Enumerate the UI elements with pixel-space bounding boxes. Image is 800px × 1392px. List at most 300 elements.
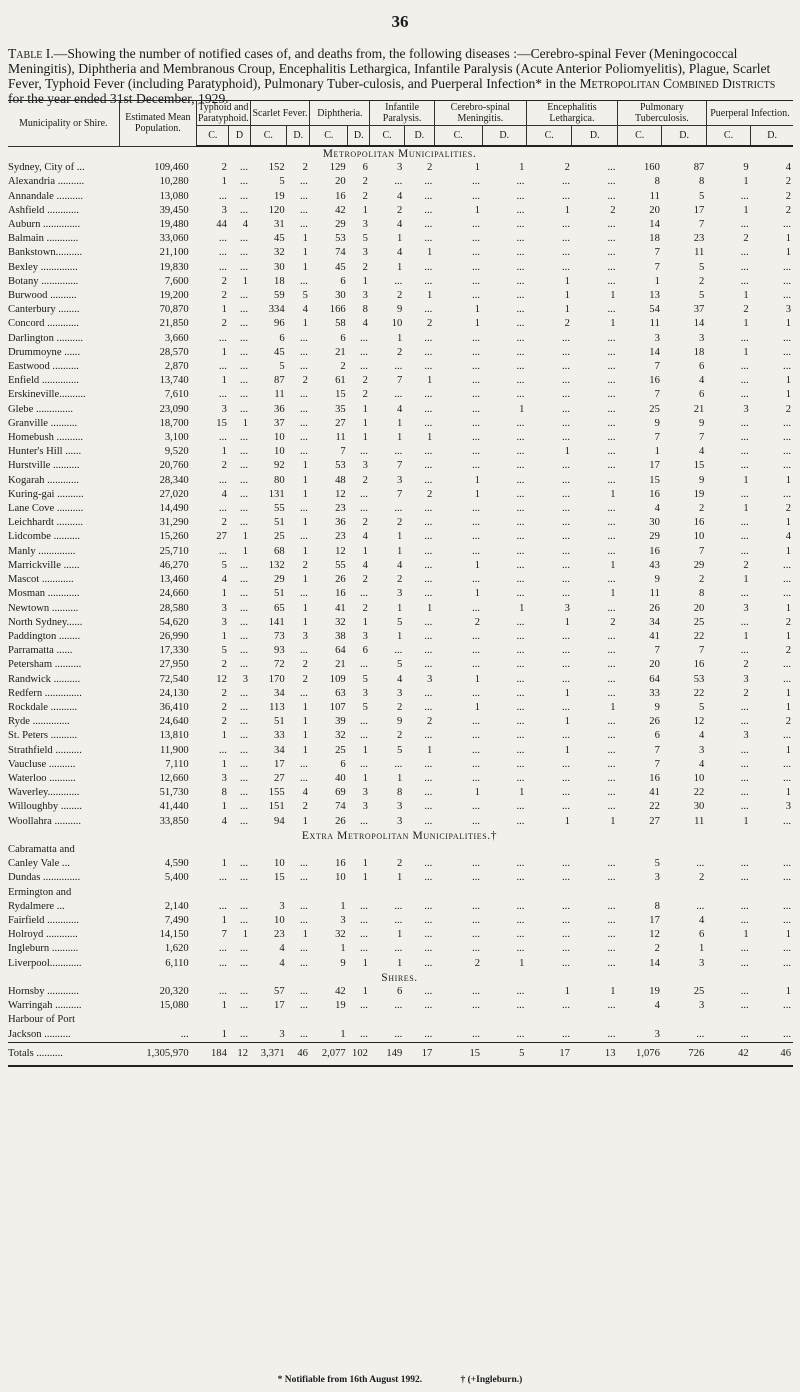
metropolitan-row [8,488,793,502]
cases-cell: 9 [397,716,403,728]
deaths-cell: ... [516,531,525,543]
deaths-cell: ... [240,176,248,188]
municipality-name: Canterbury ........ [8,304,80,316]
deaths-cell: ... [240,914,248,926]
cases-cell: ... [562,730,570,742]
cases-cell: 5 [397,744,403,756]
deaths-cell: ... [240,943,248,955]
cases-cell: 40 [335,772,346,784]
total-cell: 3,371 [250,1042,287,1066]
municipality-name: Liverpool............ [8,957,82,969]
municipality-name: Canley Vale ... [8,858,70,870]
cases-cell: ... [218,332,227,344]
cases-cell: ... [394,943,403,955]
cases-cell: ... [740,446,749,458]
deaths-cell: 4 [699,758,705,770]
cases-cell: ... [740,275,749,287]
metropolitan-row [8,332,793,346]
cases-cell: ... [394,446,403,458]
population-cell [119,843,197,857]
cases-cell: 2 [397,701,403,713]
deaths-cell: ... [424,219,433,231]
deaths-cell: ... [783,275,791,287]
deaths-cell: ... [516,943,525,955]
deaths-cell: ... [300,588,308,600]
deaths-cell: 1 [519,957,525,969]
cases-cell: 3 [397,474,403,486]
cases-cell: 1 [340,900,346,912]
deaths-cell: 5 [362,673,368,685]
deaths-cell: ... [516,261,525,273]
deaths-cell: 7 [699,645,705,657]
cases-cell: 6 [654,730,660,742]
deaths-cell: ... [240,588,248,600]
deaths-cell: ... [240,716,248,728]
metropolitan-row [8,729,793,743]
municipality-name: Redfern .............. [8,687,82,699]
deaths-cell: 2 [785,176,791,188]
cases-cell: 48 [335,474,346,486]
cases-cell: ... [562,758,570,770]
metropolitan-row [8,573,793,587]
deaths-cell: 1 [610,559,616,571]
deaths-cell: ... [240,772,248,784]
cases-cell: 16 [649,772,660,784]
cases-cell: ... [562,588,570,600]
deaths-cell: ... [424,929,433,941]
metropolitan-row [8,545,793,559]
deaths-cell: 1 [302,701,308,713]
cases-cell: ... [562,872,570,884]
cases-cell: ... [562,219,570,231]
cases-cell: ... [562,531,570,543]
cases-cell: 51 [274,588,285,600]
cases-cell: ... [394,361,403,373]
cases-cell [370,886,404,900]
metropolitan-row [8,673,793,687]
cases-cell: 2 [474,616,481,628]
deaths-cell: ... [516,730,525,742]
cases-cell: 1 [221,1028,227,1040]
deaths-cell: ... [300,900,308,912]
deaths-cell: 4 [242,219,248,231]
deaths-cell: ... [300,275,308,287]
cases-cell: 3 [221,403,227,415]
cases-subheader: C. [370,126,404,147]
deaths-cell: ... [607,574,616,586]
deaths-cell: 1 [362,432,368,444]
deaths-cell: ... [516,574,525,586]
caption-year: for the year ended 31st December, 1929. [8,91,229,106]
metropolitan-row [8,218,793,232]
cases-cell: 69 [335,787,346,799]
deaths-cell: 2 [785,190,791,202]
cases-cell: 58 [335,318,346,330]
cases-cell: ... [472,772,481,784]
deaths-cell: ... [516,815,525,827]
metropolitan-row [8,275,793,289]
cases-cell: ... [562,503,570,515]
cases-cell: 8 [654,900,660,912]
cases-cell: 1 [221,346,227,358]
deaths-cell: ... [783,730,791,742]
cases-cell: 30 [274,261,285,273]
deaths-cell: 17 [693,204,705,216]
cases-cell: ... [562,545,570,557]
deaths-cell: ... [696,858,705,870]
deaths-cell: 3 [699,1000,705,1012]
deaths-cell: ... [516,929,525,941]
cases-cell: ... [394,1000,403,1012]
deaths-cell: ... [516,361,525,373]
deaths-cell: ... [696,900,705,912]
deaths-cell: ... [240,403,248,415]
cases-cell: 41 [649,630,660,642]
cases-cell: 9 [743,162,749,174]
deaths-cell: ... [607,929,616,941]
cases-cell: 1 [474,474,481,486]
deaths-cell: 1 [362,957,368,969]
deaths-cell: 4 [302,787,308,799]
cases-cell: 17 [649,914,660,926]
deaths-subheader: D [229,126,250,147]
deaths-cell: ... [240,645,248,657]
population-cell: 10,280 [159,176,189,188]
cases-cell: 4 [397,559,403,571]
cases-cell: 5 [279,361,285,373]
deaths-cell: ... [424,361,433,373]
cases-cell: 74 [335,801,346,813]
deaths-cell: 1 [302,460,308,472]
deaths-cell: ... [607,389,616,401]
deaths-cell [229,843,250,857]
cases-cell: 2 [221,659,227,671]
deaths-cell: 1 [362,772,368,784]
cases-cell: ... [740,914,749,926]
deaths-cell: ... [516,985,525,997]
cases-cell: ... [394,176,403,188]
extra-metropolitan-row [8,914,793,928]
deaths-cell: 1 [785,517,791,529]
cases-cell: 5 [397,616,403,628]
deaths-cell: ... [240,985,248,997]
deaths-cell: ... [424,304,433,316]
cases-cell: 2 [743,559,749,571]
cases-cell: ... [218,361,227,373]
deaths-cell: 1 [302,730,308,742]
cases-cell: 26 [335,815,346,827]
deaths-cell: ... [607,261,616,273]
deaths-cell: 1 [427,247,433,259]
deaths-cell: ... [516,503,525,515]
cases-cell: 1 [221,304,227,316]
cases-cell: 1 [654,446,660,458]
cases-cell: ... [562,630,570,642]
deaths-cell: ... [240,460,248,472]
cases-cell: 1 [397,630,403,642]
deaths-cell: ... [240,488,248,500]
deaths-cell: 3 [699,744,705,756]
cases-cell: 109 [329,673,346,685]
deaths-cell: 1 [362,616,368,628]
municipality-name: Rockdale .......... [8,701,78,713]
cases-cell: ... [740,716,749,728]
deaths-cell: ... [300,446,308,458]
totals-row [8,1042,793,1066]
cases-cell: 2 [221,701,227,713]
population-cell: 28,340 [159,474,189,486]
metropolitan-row [8,289,793,303]
deaths-cell: ... [424,190,433,202]
cases-cell: ... [472,943,481,955]
deaths-cell: 2 [302,659,308,671]
cases-cell: 51 [274,517,285,529]
cases-cell: ... [740,645,749,657]
deaths-cell: ... [516,275,525,287]
cases-cell: ... [394,1028,403,1040]
municipality-name: Parramatta ...... [8,645,73,657]
cases-cell: 64 [335,645,346,657]
deaths-cell: ... [240,630,248,642]
deaths-cell: ... [424,900,433,912]
metropolitan-row [8,701,793,715]
deaths-cell: ... [424,985,433,997]
metropolitan-row [8,644,793,658]
deaths-cell: ... [783,815,791,827]
cases-cell: 34 [274,744,285,756]
population-cell: 6,110 [165,957,189,969]
municipality-name: Annandale .......... [8,190,84,202]
cases-cell: 20 [335,176,346,188]
shire-row [8,985,793,999]
cases-cell: ... [218,957,227,969]
deaths-cell: ... [516,332,525,344]
deaths-cell: ... [607,659,616,671]
deaths-cell: ... [240,304,248,316]
municipality-name: Granville .......... [8,417,78,429]
cases-cell: 17 [649,460,660,472]
cases-cell: ... [562,375,570,387]
cases-cell: ... [562,361,570,373]
deaths-cell: ... [783,659,791,671]
cases-cell: ... [472,176,481,188]
deaths-cell: ... [783,346,791,358]
cases-cell: 65 [274,602,285,614]
cases-cell: ... [472,460,481,472]
cases-cell: 1 [743,630,749,642]
deaths-cell: 1 [785,318,791,330]
total-cell: 15 [434,1042,482,1066]
cases-cell: 1 [340,943,346,955]
population-cell: 18,700 [159,417,189,429]
cases-cell: ... [472,858,481,870]
cases-cell: 30 [335,290,346,302]
deaths-cell: ... [607,233,616,245]
cases-cell: 61 [335,375,346,387]
cases-cell: 1 [221,858,227,870]
cases-cell: ... [740,1000,749,1012]
page-number: 36 [391,12,409,31]
deaths-cell: 9 [699,474,705,486]
cases-cell: 2 [221,162,227,174]
cases-cell: 3 [279,1028,285,1040]
population-cell: 9,520 [164,446,189,458]
cases-cell: 16 [649,545,660,557]
deaths-cell: 2 [362,176,368,188]
deaths-cell [751,886,793,900]
cases-cell: 7 [654,744,660,756]
cases-cell: ... [562,701,570,713]
deaths-cell: ... [516,744,525,756]
cases-cell: ... [740,588,749,600]
population-cell: 17,330 [159,645,189,657]
deaths-cell: 2 [699,574,705,586]
deaths-cell: 1 [362,545,368,557]
deaths-cell [751,843,793,857]
population-cell: 14,150 [159,929,189,941]
cases-cell: 5 [221,645,227,657]
metropolitan-section-title: Metropolitan Municipalities. [322,148,477,160]
deaths-cell: ... [516,460,525,472]
deaths-cell: 15 [693,460,705,472]
deaths-cell: ... [607,517,616,529]
cases-cell: ... [740,957,749,969]
deaths-cell: ... [359,588,368,600]
population-header: Estimated Mean Population. [119,101,197,147]
cases-cell: 2 [743,687,749,699]
cases-cell: ... [218,503,227,515]
deaths-cell: 1 [302,929,308,941]
cases-cell: 15 [274,872,285,884]
deaths-cell: ... [783,488,791,500]
cases-cell [370,843,404,857]
cases-cell: ... [218,943,227,955]
cases-cell: ... [740,190,749,202]
deaths-cell: ... [240,361,248,373]
deaths-cell: ... [516,616,525,628]
deaths-cell: 1 [242,545,248,557]
cases-cell: ... [740,247,749,259]
cases-cell: ... [562,659,570,671]
deaths-cell: ... [240,1000,248,1012]
deaths-cell: ... [516,318,525,330]
cases-cell: 1 [397,872,403,884]
shires-section-title: Shires. [381,971,418,984]
cases-cell: ... [472,1028,481,1040]
deaths-cell: ... [783,361,791,373]
deaths-cell: ... [516,1028,525,1040]
cases-cell: 19 [649,985,660,997]
municipality-name: Mosman ............ [8,588,80,600]
cases-cell: 3 [221,772,227,784]
cases-cell: 2 [340,361,346,373]
deaths-cell [572,886,618,900]
cases-cell: 170 [268,673,285,685]
cases-cell: 2 [397,574,403,586]
deaths-cell: ... [240,730,248,742]
deaths-cell: ... [359,1028,368,1040]
total-cell: 46 [751,1042,793,1066]
cases-cell: ... [740,858,749,870]
population-cell: 13,460 [159,574,189,586]
cases-cell: 1 [474,588,481,600]
deaths-cell: 2 [427,716,433,728]
deaths-cell: 12 [693,716,705,728]
population-cell [119,886,197,900]
cases-cell: 11 [649,190,660,202]
deaths-cell: 3 [362,290,368,302]
deaths-cell: 3 [362,687,368,699]
cases-cell [526,1013,572,1027]
cases-cell: 10 [274,914,285,926]
deaths-cell: 5 [699,701,705,713]
deaths-cell: ... [240,503,248,515]
cases-cell: ... [472,801,481,813]
cases-cell: 2 [397,858,403,870]
cases-cell: 1 [221,588,227,600]
deaths-cell: ... [516,474,525,486]
cases-cell: ... [472,716,481,728]
deaths-cell: ... [240,318,248,330]
cases-cell: ... [472,403,481,415]
deaths-cell: ... [300,417,308,429]
population-cell: 39,450 [159,204,189,216]
cases-cell: ... [562,1000,570,1012]
municipality-name: Erskineville.......... [8,389,86,401]
cases-cell: 36 [274,403,285,415]
municipality-name: Strathfield .......... [8,744,82,756]
deaths-cell: 1 [427,602,433,614]
cases-cell: 3 [397,801,403,813]
municipality-name: North Sydney...... [8,616,83,628]
cases-cell: ... [562,943,570,955]
cases-cell: ... [562,517,570,529]
cases-cell: 141 [268,616,285,628]
deaths-cell: 2 [302,375,308,387]
deaths-cell: ... [359,346,368,358]
cases-cell [434,886,482,900]
cases-cell: 32 [335,929,346,941]
metropolitan-row [8,417,793,431]
municipality-header: Municipality or Shire. [8,101,119,147]
cases-cell: 3 [340,914,346,926]
cases-cell: 3 [743,602,749,614]
cases-cell: ... [740,261,749,273]
municipality-name: Cabramatta and [8,843,75,855]
deaths-cell: ... [300,219,308,231]
deaths-cell: 1 [785,744,791,756]
deaths-cell: ... [607,332,616,344]
deaths-cell: ... [359,503,368,515]
cases-cell: 55 [335,559,346,571]
municipality-name: Balmain ............ [8,233,79,245]
municipality-name: Petersham .......... [8,659,82,671]
deaths-cell: 1 [302,488,308,500]
deaths-subheader: D. [662,126,706,147]
cases-cell: 2 [397,517,403,529]
deaths-cell: ... [300,346,308,358]
deaths-cell: ... [607,403,616,415]
cases-cell: ... [472,531,481,543]
cases-cell: 19 [274,190,285,202]
cases-cell: 16 [649,375,660,387]
total-cell: 1,305,970 [119,1042,197,1066]
metropolitan-row [8,530,793,544]
deaths-cell: ... [783,943,791,955]
cases-cell: 80 [274,474,285,486]
deaths-cell: 1 [302,545,308,557]
cases-cell: 29 [274,574,285,586]
